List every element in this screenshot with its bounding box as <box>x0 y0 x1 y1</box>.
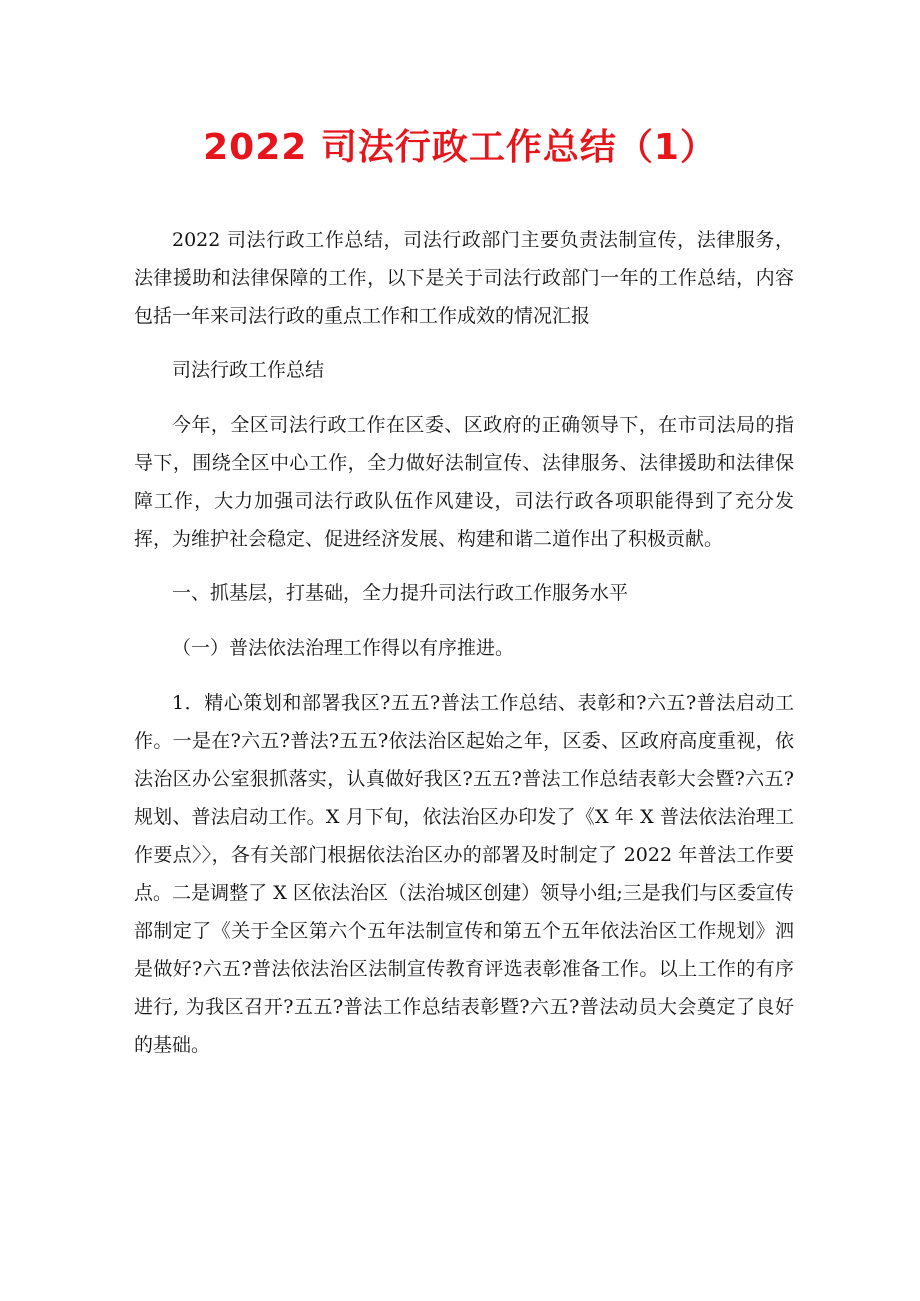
section-heading-1: 一、抓基层，打基础，全力提升司法行政工作服务水平 <box>172 582 629 604</box>
subsection-heading-1: （一）普法依法治理工作得以有序推进。 <box>172 637 515 659</box>
paragraph-overview: 今年，全区司法行政工作在区委、区政府的正确领导下，在市司法局的指导下，围绕全区中心工作，全力做好法制宣传、法律服务、法律援助和法律保障工作，大力加强司法行政队伍作风建设，司法行政各项职能得到了充分发挥，为维护社会稳定、促进经济发展、构建和谐二道作出了积极贡献。 <box>134 414 794 550</box>
paragraph-item-1: 1．精心策划和部署我区?五五?普法工作总结、表彰和?六五?普法启动工作。一是在?六五?普法?五五?依法治区起始之年，区委、区政府高度重视，依法治区办公室狠抓落实，认真做好我区?五五?普法工作总结表彰大会暨?六五?规划、普法启动工作。X 月下旬，依法治区办印发了《X 年 X 普法依法治理工作要点〉〉，各有关部门根据依法治区办的部署及时制定了 2022 年普法工作要点。二是调整了 X 区依法治区（法治城区创建）领导小组;三是我们与区委宣传部制定了《关于全区第六个五年法制宣传和第五个五年依法治区工作规划》泗是做好?六五?普法依法治区法制宣传教育评选表彰准备工作。以上工作的有序进行, 为我区召开?五五?普法工作总结表彰暨?六五?普法动员大会奠定了良好的基础。 <box>134 692 794 1056</box>
document-body <box>134 221 794 1080</box>
paragraph-subtitle: 司法行政工作总结 <box>172 359 325 381</box>
document-title: 2022 司法行政工作总结（1） <box>203 127 717 168</box>
paragraph-intro: 2022 司法行政工作总结，司法行政部门主要负责法制宣传，法律服务，法律援助和法律保障的工作，以下是关于司法行政部门一年的工作总结，内容包括一年来司法行政的重点工作和工作成效的情况汇报 <box>134 229 794 327</box>
